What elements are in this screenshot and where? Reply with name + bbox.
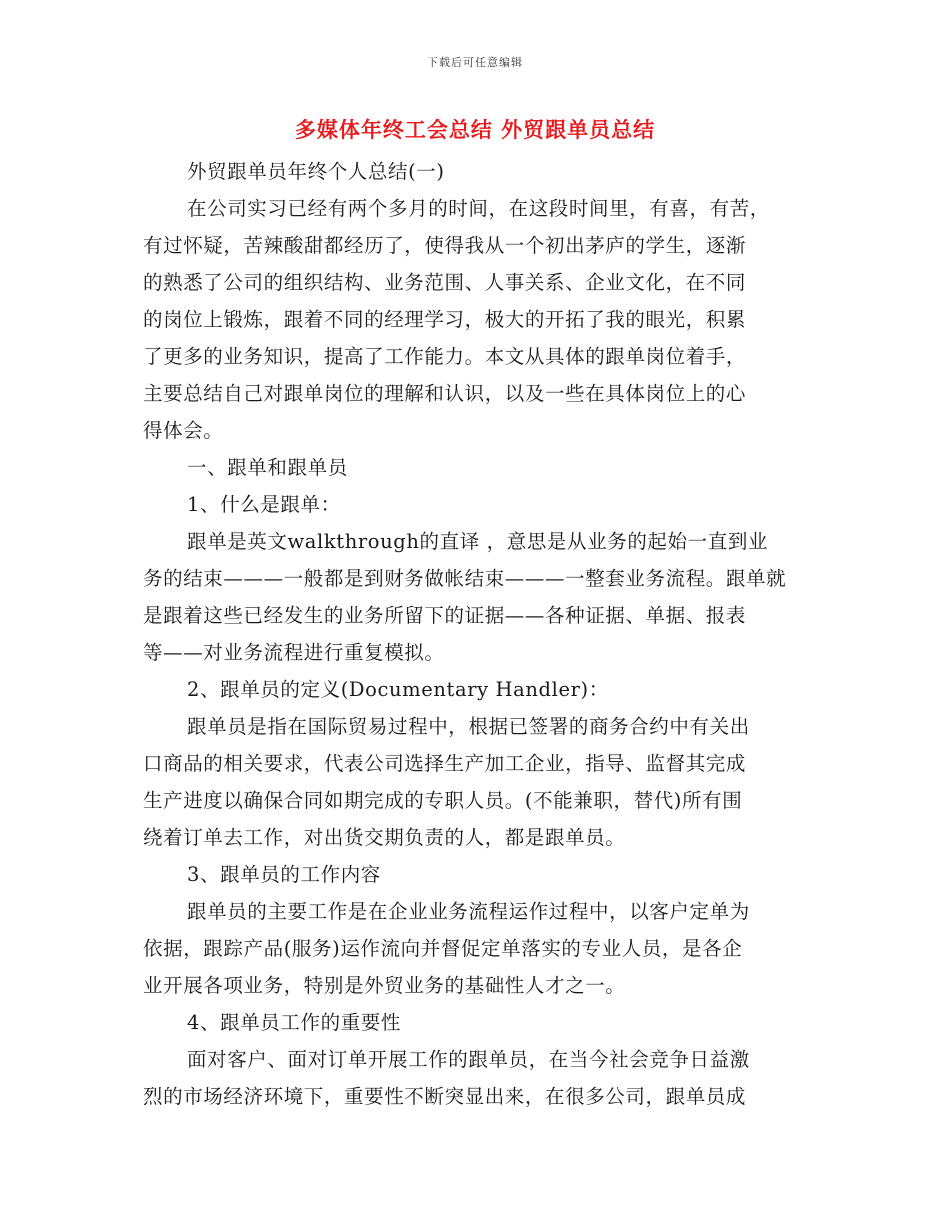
page-header-note: 下载后可任意编辑 xyxy=(427,56,523,69)
body-text-line: 生产进度以确保合同如期完成的专职人员。(不能兼职，替代)所有围 xyxy=(143,789,743,812)
body-text-line: 跟单员的主要工作是在企业业务流程运作过程中，以客户定单为 xyxy=(187,900,750,923)
body-text-line: 是跟着这些已经发生的业务所留下的证据——各种证据、单据、报表 xyxy=(143,604,747,627)
body-text-line: 绕着订单去工作，对出货交期负责的人，都是跟单员。 xyxy=(143,826,626,849)
body-text-line: 业开展各项业务，特别是外贸业务的基础性人才之一。 xyxy=(143,974,626,997)
body-text-line: 的熟悉了公司的组织结构、业务范围、人事关系、企业文化，在不同 xyxy=(143,271,747,294)
body-text-line: 一、跟单和跟单员 xyxy=(187,456,348,479)
body-text-line: 跟单员是指在国际贸易过程中，根据已签署的商务合约中有关出 xyxy=(187,715,750,738)
body-text-line: 了更多的业务知识，提高了工作能力。本文从具体的跟单岗位着手， xyxy=(143,345,747,368)
body-text-line: 口商品的相关要求，代表公司选择生产加工企业，指导、监督其完成 xyxy=(143,752,747,775)
body-text-line: 烈的市场经济环境下，重要性不断突显出来，在很多公司，跟单员成 xyxy=(143,1085,747,1108)
body-text-line: 面对客户、面对订单开展工作的跟单员，在当今社会竞争日益激 xyxy=(187,1048,750,1071)
body-text-line: 有过怀疑，苦辣酸甜都经历了，使得我从一个初出茅庐的学生，逐渐 xyxy=(143,234,747,257)
body-text-line: 2、跟单员的定义(Documentary Handler)： xyxy=(187,678,609,701)
body-text-line: 在公司实习已经有两个多月的时间，在这段时间里，有喜，有苦， xyxy=(187,197,770,220)
document-title: 多媒体年终工会总结 外贸跟单员总结 xyxy=(294,118,656,142)
body-text-line: 主要总结自己对跟单岗位的理解和认识，以及一些在具体岗位上的心 xyxy=(143,382,747,405)
body-text-line: 跟单是英文walkthrough的直译 ，意思是从业务的起始一直到业 xyxy=(187,530,769,553)
body-text-line: 等——对业务流程进行重复模拟。 xyxy=(143,641,445,664)
body-text-line: 4、跟单员工作的重要性 xyxy=(187,1011,402,1034)
body-text-line: 务的结束———一般都是到财务做帐结束———一整套业务流程。跟单就 xyxy=(143,567,787,590)
body-text-line: 依据，跟踪产品(服务)运作流向并督促定单落实的专业人员，是各企 xyxy=(143,937,743,960)
document-body xyxy=(143,153,805,1115)
body-text-line: 得体会。 xyxy=(143,419,224,442)
body-text-line: 1、什么是跟单： xyxy=(187,493,341,516)
body-text-line: 3、跟单员的工作内容 xyxy=(187,863,381,886)
body-text-line: 的岗位上锻炼，跟着不同的经理学习，极大的开拓了我的眼光，积累 xyxy=(143,308,747,331)
body-text-line: 外贸跟单员年终个人总结(一) xyxy=(187,160,445,183)
